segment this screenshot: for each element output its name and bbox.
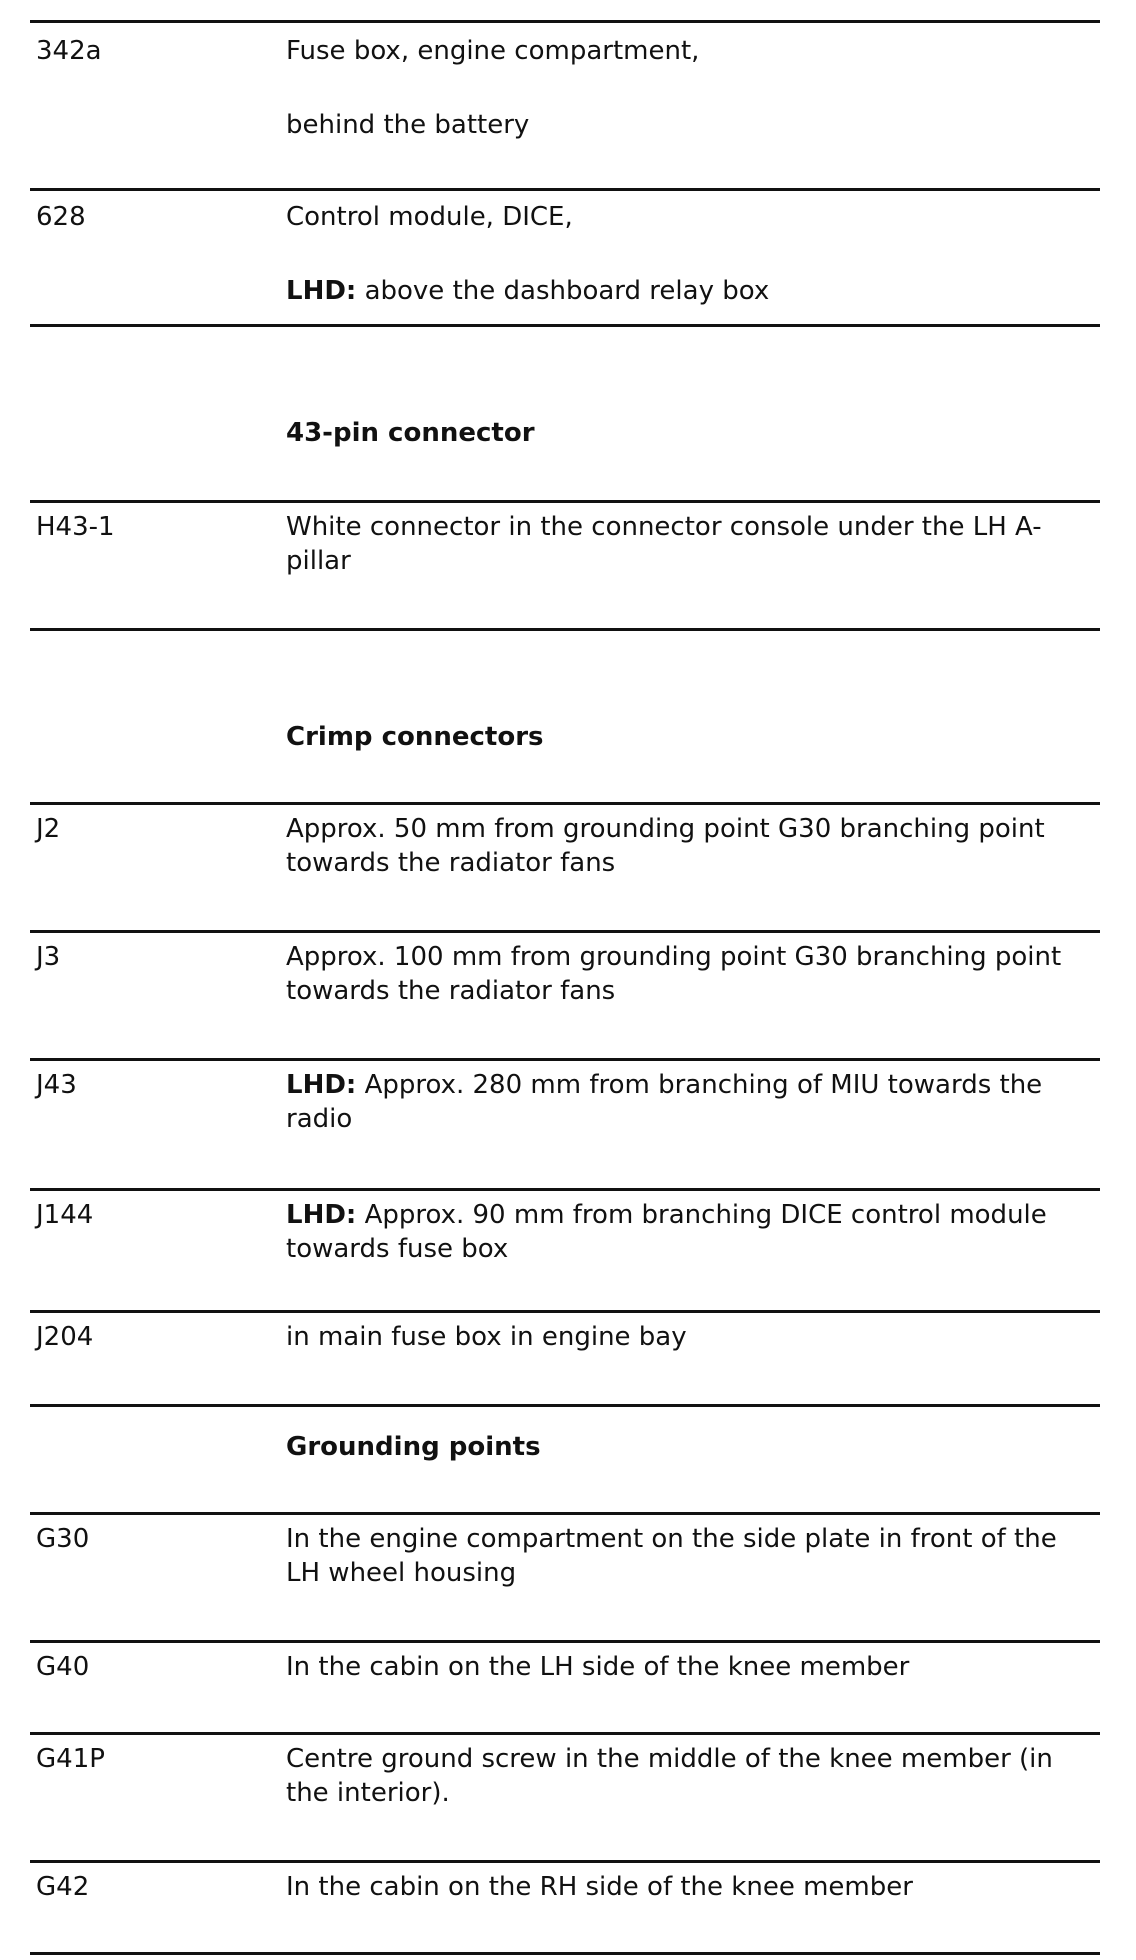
component-location: [286, 1198, 1086, 1266]
component-code: J3: [36, 942, 61, 972]
component-code: J2: [36, 814, 61, 844]
table-rule: [30, 1404, 1100, 1407]
component-location: Approx. 50 mm from grounding point G30 branching point towards the radiator fans: [286, 814, 1045, 878]
table-rule: [30, 628, 1100, 631]
component-code: J43: [36, 1070, 77, 1100]
location-text: Approx. 90 mm from branching DICE control module towards fuse box: [286, 1200, 1047, 1264]
location-line: behind the battery: [286, 110, 530, 140]
component-location: In the cabin on the LH side of the knee member: [286, 1652, 910, 1682]
table-rule: [30, 930, 1100, 933]
component-code: G30: [36, 1524, 90, 1554]
component-location: In the engine compartment on the side plate in front of the LH wheel housing: [286, 1524, 1057, 1588]
lhd-label: LHD:: [286, 1070, 357, 1100]
table-rule: [30, 1952, 1100, 1955]
table-rule: [30, 1188, 1100, 1191]
table-rule: [30, 1310, 1100, 1313]
location-line: Control module, DICE,: [286, 202, 573, 232]
location-line: Fuse box, engine compartment,: [286, 36, 700, 66]
component-location: In the cabin on the RH side of the knee member: [286, 1872, 913, 1902]
component-location: Centre ground screw in the middle of the knee member (in the interior).: [286, 1744, 1053, 1808]
component-location: [286, 34, 1086, 142]
table-rule: [30, 1512, 1100, 1515]
component-location: in main fuse box in engine bay: [286, 1322, 687, 1352]
component-location: Approx. 100 mm from grounding point G30 branching point towards the radiator fans: [286, 942, 1062, 1006]
component-location: [286, 200, 1086, 308]
table-rule: [30, 802, 1100, 805]
table-rule: [30, 1058, 1100, 1061]
table-rule: [30, 324, 1100, 327]
component-code: J144: [36, 1200, 94, 1230]
component-code: G40: [36, 1652, 90, 1682]
table-rule: [30, 500, 1100, 503]
location-line: [286, 274, 1086, 308]
component-code: 342a: [36, 36, 102, 66]
location-text: above the dashboard relay box: [364, 276, 770, 306]
section-heading: Grounding points: [286, 1432, 541, 1462]
component-code: G42: [36, 1872, 90, 1902]
section-heading: Crimp connectors: [286, 722, 544, 752]
lhd-label: LHD:: [286, 276, 357, 306]
component-code: H43-1: [36, 512, 115, 542]
lhd-label: LHD:: [286, 1200, 357, 1230]
component-location: White connector in the connector console under the LH A-pillar: [286, 512, 1042, 576]
component-code: G41P: [36, 1744, 105, 1774]
table-rule: [30, 1860, 1100, 1863]
table-rule: [30, 1732, 1100, 1735]
section-heading: 43-pin connector: [286, 418, 535, 448]
component-location: [286, 1068, 1086, 1136]
table-rule: [30, 188, 1100, 191]
component-code: 628: [36, 202, 86, 232]
location-text: Approx. 280 mm from branching of MIU towards the radio: [286, 1070, 1043, 1134]
component-code: J204: [36, 1322, 94, 1352]
table-rule: [30, 20, 1100, 23]
table-rule: [30, 1640, 1100, 1643]
